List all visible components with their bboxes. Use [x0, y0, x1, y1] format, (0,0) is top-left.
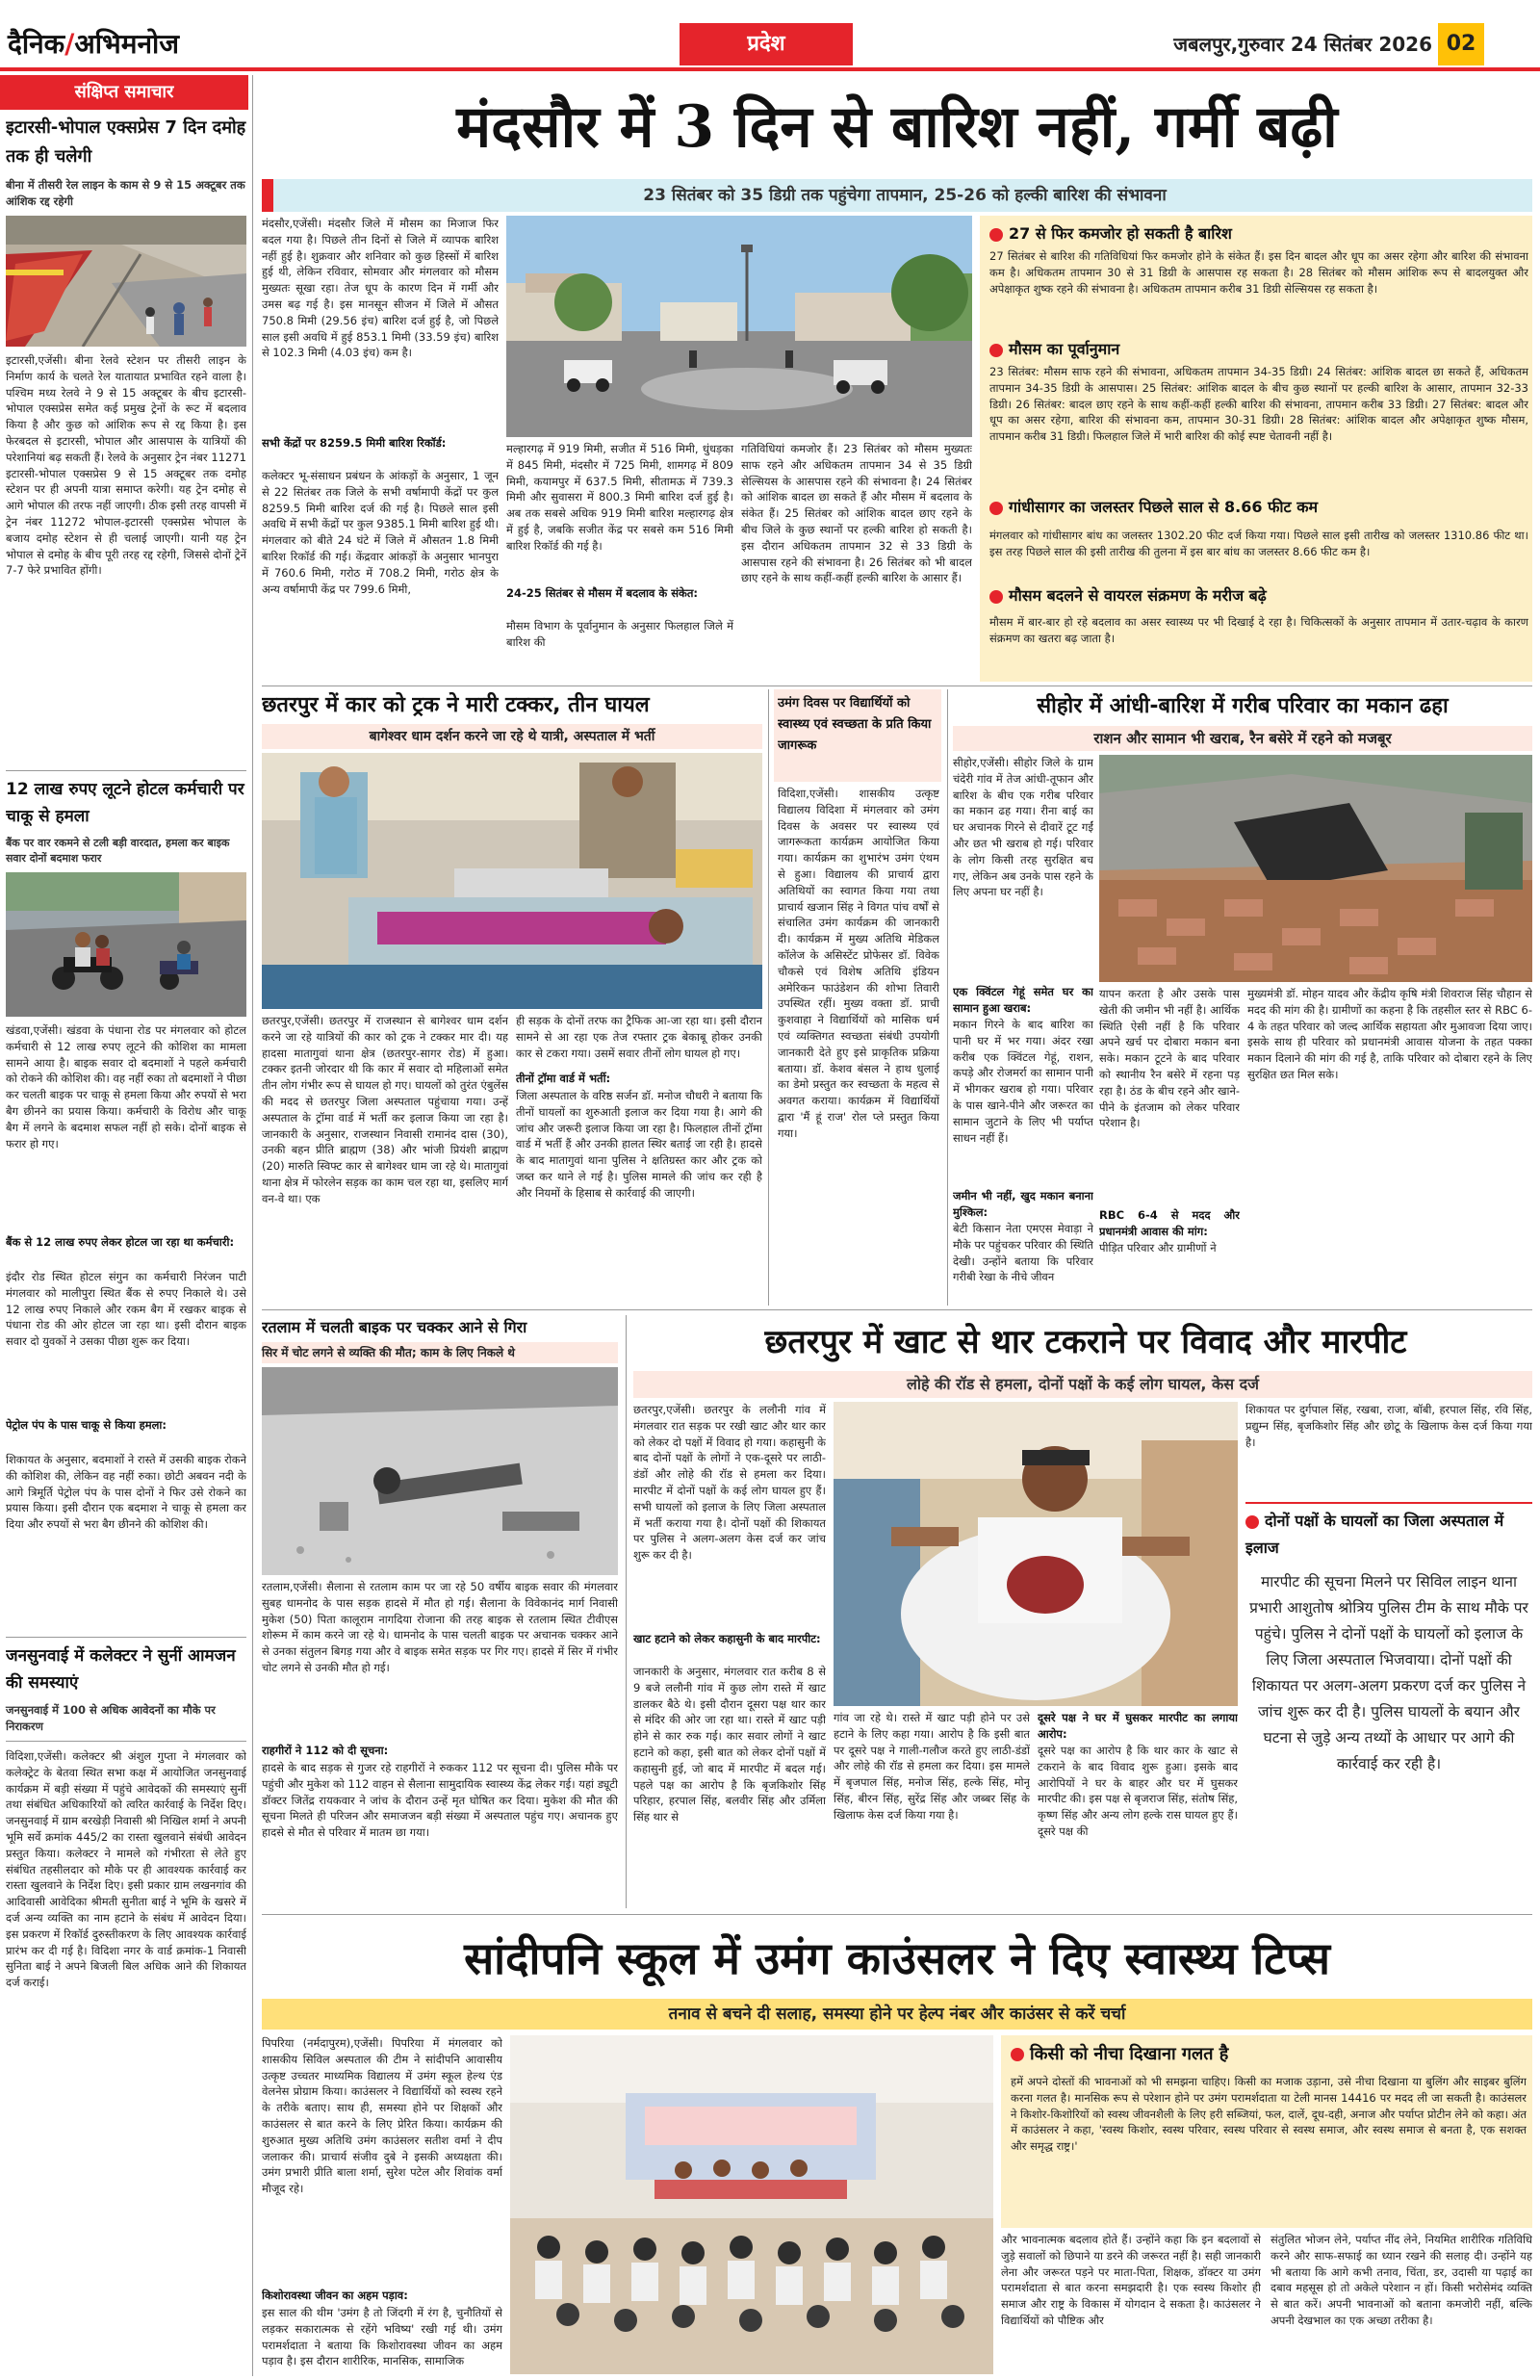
hospital-accident-photo: [262, 753, 762, 1009]
chhatarpur1-headline[interactable]: छतरपुर में कार को ट्रक ने मारी टक्कर, तीन घायल: [262, 693, 650, 717]
sandipani-col1b: इस साल की थीम 'उमंग है तो जिंदगी में रंग है, चुनौतियों से लड़कर सकारात्मक से रहेंगे भविष्य' रखी गई थी। उमंग परामर्शदाता ने बताया कि किशोरावस्था जीवन का अहम पड़ाव है। इस दौरान शारीरिक, मानसिक, सामाजिक: [262, 2306, 502, 2368]
sidebar-box1-heading: [989, 223, 1528, 245]
train-station-photo: [6, 216, 246, 347]
sehore-crosshead2: जमीन भी नहीं, खुद मकान बनाना मुश्किल:: [953, 1189, 1093, 1219]
chhatarpur2-box-heading-text: दोनों पक्षों के घायलों का जिला अस्पताल में इलाज: [1245, 1512, 1504, 1557]
page-number: 02: [1438, 23, 1484, 65]
vidisha-headline[interactable]: उमंग दिवस पर विद्यार्थियों को स्वास्थ्य एवं स्वच्छता के प्रति किया जागरूक: [778, 696, 932, 753]
vidisha-body: विदिशा,एजेंसी। शासकीय उत्कृष्ट विद्यालय विदिशा में मंगलवार को उमंग दिवस के अवसर पर स्वास्थ्य एवं जागरूकता कार्यक्रम आयोजित किया गया। कार्यक्रम का शुभारंभ उमंग एंथम से हुआ। विद्यालय की प्राचार्य द्वारा अतिथियों का स्वागत किया गया तथा प्राचार्य खजान सिंह ने विगत पांच वर्षों से संचालित उमंग कार्यक्रम की जानकारी दी। कार्यक्रम में मुख्य अतिथि मेडिकल कॉलेज के असिस्टेंट प्रोफेसर डॉ. विवेक चौकसे एवं विशेष अतिथि इंडियन अमेरिकन फाउंडेशन की शोभा तिवारी उपस्थित रहीं। मुख्य वक्ता डॉ. प्राची कुशवाहा ने विद्यार्थियों को मासिक धर्म एवं व्यक्तिगत स्वच्छता संबंधी उपयोगी जानकारी देते हुए इसे प्राकृतिक प्रक्रिया बताया। डॉ. केशव बंसल ने हाथ धुलाई का डेमो प्रस्तुत कर स्वच्छता के महत्व से अवगत कराया। कार्यक्रम में विद्यार्थियों द्वारा 'मैं हूं राज' रोल प्ले प्रस्तुत किया गया।: [778, 787, 939, 1140]
chhatarpur1-col1: छतरपुर,एजेंसी। छतरपुर में राजस्थान से बागेश्वर धाम दर्शन करने जा रहे यात्रियों की कार को ट्रक ने टक्कर मार दी। यह हादसा मातागुवां थाना क्षेत्र (छतरपुर-सागर रोड) में हुआ। टक्कर इतनी जोरदार थी कि कार में सवार दो महिलाओं समेत तीन लोग गंभीर रूप से घायल हो गए। घायलों को तुरंत एंबुलेंस की मदद से छतरपुर जिला अस्पताल पहुंचाया गया। उन्हें अस्पताल के ट्रॉमा वार्ड में भर्ती कर इलाज किया जा रहा है। जानकारी के अनुसार, राजस्थान निवासी रामानंद दास (30), उनकी बहन प्रीति ब्राह्मण (38) और भांजी प्रियंशी ब्राह्मण (20) मारुति स्विफ्ट कार से बागेश्वर धाम जा रहे थे। मातागुवां थाना क्षेत्र में फोरलेन सड़क का काम चल रहा था, इसलिए मार्ग वन-वे था। एक: [262, 1014, 508, 1205]
brief-story1-body: इटारसी,एजेंसी। बीना रेलवे स्टेशन पर तीसरी लाइन के निर्माण कार्य के चलते रेल यातायात प्रभावित रहने वाला है। पश्चिम मध्य रेलवे ने 9 से 15 अक्टूबर के बीच इटारसी-भोपाल एक्सप्रेस समेत कई प्रमुख ट्रेनों के रूट में बदलाव किया है और कुछ को आंशिक रूप से रद्द किया है। इस फेरबदल से इटारसी, भोपाल और आसपास के यात्रियों की परेशानियां बढ़ सकती हैं। रेलवे के अनुसार ट्रेन नंबर 11271 इटारसी-भोपाल एक्सप्रेस 9 से 15 अक्टूबर तक दमोह स्टेशन पर ही अपनी यात्रा समाप्त करेगी। यह ट्रेन दमोह से आगे भोपाल की तरफ नहीं जाएगी। ठीक इसी तरह वापसी में ट्रेन नंबर 11272 भोपाल-इटारसी एक्सप्रेस भोपाल के बजाय दमोह स्टेशन से ही चलाई जाएगी। यानी यह ट्रेन भोपाल से दमोह के बीच पूरी तरह रद्द रहेगी, जिससे दोनों ट्रेनें 7-7 फेरे प्रभावित होंगी।: [6, 353, 246, 578]
logo-part-1: दैनिक: [8, 28, 65, 60]
chhatarpur2-crosshead1: खाट हटाने को लेकर कहासुनी के बाद मारपीट:: [633, 1632, 821, 1645]
column-divider: [768, 689, 769, 1306]
section-divider: [262, 1309, 1532, 1310]
sidebar-box3-heading-text: गांधीसागर का जलस्तर पिछले साल से 8.66 फीट कम: [1009, 498, 1319, 516]
section-divider: [262, 1914, 1532, 1915]
chhatarpur1-subhead: बागेश्वर धाम दर्शन करने जा रहे थे यात्री, अस्पताल में भर्ती: [262, 724, 762, 749]
red-bullet-icon: [989, 228, 1003, 242]
chhatarpur1-col2b: जिला अस्पताल के वरिष्ठ सर्जन डॉ. मनोज चौधरी ने बताया कि तीनों घायलों का शुरुआती इलाज कर दिया गया है। आगे की जांच और जरूरी इलाज किया जा रहा है। फिलहाल तीनों ट्रॉमा वार्ड में भर्ती हैं और उनकी हालत स्थिर बताई जा रही है। हादसे के बाद मातागुवां थाना पुलिस ने क्षतिग्रस्त कार और ट्रक को जब्त कर थाने ले गई है। पुलिस मामले की जांच कर रही है और नियमों के हिसाब से कार्रवाई की जाएगी।: [516, 1089, 762, 1200]
sehore-col1b: मकान गिरने के बाद बारिश का पानी घर में भर गया। अंदर रखा करीब एक क्विंटल गेहूं, राशन, कपड़े और रोजमर्रा का सामान पानी में भीगकर खराब हो गया। परिवार के पास खाने-पीने और जरूरत का सामान जुटाने के लिए भी पर्याप्त साधन नहीं हैं।: [953, 1018, 1093, 1145]
ratlam-subhead: सिर में चोट लगने से व्यक्ति की मौत; काम के लिए निकले थे: [262, 1342, 618, 1363]
sandipani-col1: पिपरिया (नर्मदापुरम),एजेंसी। पिपरिया में मंगलवार को शासकीय सिविल अस्पताल की टीम ने सांदीपनि आवासीय उत्कृष्ट उच्चतर माध्यमिक विद्यालय में उमंग स्कूल हेल्थ एंड वेलनेस प्रोग्राम किया। काउंसलर ने विद्यार्थियों को स्वस्थ रहने के तरीके बताए। साथ ही, समस्या होने पर शिक्षकों और काउंसलर से बात करने के लिए प्रेरित किया। कार्यक्रम की शुरुआत मुख्य अतिथि उमंग काउंसलर सतीश वर्मा ने दीप जलाकर की। प्राचार्य संजीव दुबे ने इसकी अध्यक्षता की। उमंग प्रभारी प्रीति बाला शर्मा, सुरेश पटेल और शिवांक वर्मा मौजूद रहे।: [262, 2036, 502, 2196]
lead-subhead-accent: [262, 179, 273, 212]
ratlam-body2: हादसे के बाद सड़क से गुजर रहे राहगीरों ने रुककर 112 पर सूचना दी। पुलिस मौके पर पहुंची और मुकेश को 112 वाहन से सैलाना सामुदायिक स्वास्थ्य केंद्र लेकर गई। यहां ड्यूटी डॉक्टर जितेंद्र रायकवार ने जांच के दौरान उन्हें मृत घोषित कर दिया। मुकेश की मौत की सूचना मिलते ही परिजन और समाजजन बड़ी संख्या में अस्पताल पहुंच गए। अचानक हुए हादसे से मौत से परिवार में मातम छा गया।: [262, 1761, 618, 1840]
column-divider: [947, 689, 948, 1306]
brief-story2-body3: शिकायत के अनुसार, बदमाशों ने रास्ते में उसकी बाइक रोकने की कोशिश की, लेकिन वह नहीं रुका। छोटी अबवन नदी के आगे त्रिमूर्ति पेट्रोल पंप के पास दोनों ने फिर उसे रोकने का प्रयास किया। इसी दौरान एक बदमाश ने चाकू से हमला कर दिया और रुपयों से भरा बैग छीनने की कोशिश की।: [6, 1453, 246, 1532]
chhatarpur2-box-body: मारपीट की सूचना मिलने पर सिविल लाइन थाना प्रभारी आशुतोष श्रोत्रिय पुलिस टीम के साथ मौके पर पहुंचे। पुलिस ने दोनों पक्षों के घायलों को इलाज के लिए जिला अस्पताल भिजवाया। दोनों पक्षों की शिकायत पर अलग-अलग प्रकरण दर्ज कर पुलिस ने जांच शुरू कर दी है। पुलिस घायलों के बयान और घटना से जुड़े अन्य तथ्यों के आधार पर आगे की कार्रवाई कर रही है।: [1249, 1573, 1528, 1772]
brief-story2-crosshead1: बैंक से 12 लाख रुपए लेकर होटल जा रहा था कर्मचारी:: [6, 1235, 235, 1249]
chhatarpur1-crosshead: तीनों ट्रॉमा वार्ड में भर्ती:: [516, 1072, 611, 1085]
sidebar-box1-body: 27 सितंबर से बारिश की गतिविधियां फिर कमजोर होने के संकेत हैं। इस दिन बादल और धूप का असर रहेगा और बारिश की संभावना कम है। अधिकतम तापमान 30 से 31 डिग्री के आसपास रह सकता है। 28 सितंबर को मौसम आंशिक रूप से बादलयुक्त और अपेक्षाकृत शुष्क रहने की संभावना है। अधिकतम तापमान करीब 31 डिग्री सेल्सियस रह सकता है।: [989, 249, 1528, 296]
injured-man-photo: [834, 1402, 1238, 1706]
chhatarpur1-col2: ही सड़क के दोनों तरफ का ट्रैफिक आ-जा रहा था। इसी दौरान सामने से आ रहा एक तेज रफ्तार ट्रक बेकाबू होकर उनकी कार से टकरा गया। उसमें सवार तीनों लोग घायल हो गए।: [516, 1014, 762, 1060]
accident-scene-photo: [262, 1367, 618, 1575]
brief-story1-headline[interactable]: इटारसी-भोपाल एक्सप्रेस 7 दिन दमोह तक ही चलेगी: [6, 117, 246, 167]
section-label: प्रदेश: [680, 23, 853, 65]
brief-story2-subhead: बैंक पर वार रकमने से टली बड़ी वारदात, हमला कर बाइक सवार दोनों बदमाश फरार: [6, 837, 230, 865]
brief-story1-subhead: बीना में तीसरी रेल लाइन के काम से 9 से 15 अक्टूबर तक आंशिक रद्द रहेगी: [6, 178, 245, 208]
school-event-photo: [510, 2035, 993, 2374]
red-bullet-icon: [989, 502, 1003, 515]
sidebar-box1-heading-text: 27 से फिर कमजोर हो सकती है बारिश: [1009, 224, 1232, 243]
sandipani-crosshead: किशोरावस्था जीवन का अहम पड़ाव:: [262, 2289, 408, 2302]
lead-col2b: मौसम विभाग के पूर्वानुमान के अनुसार फिलहाल जिले में बारिश की: [506, 619, 733, 649]
sehore-col3: मुख्यमंत्री डॉ. मोहन यादव और केंद्रीय कृषि मंत्री शिवराज सिंह चौहान से मदद की मांग की है। ग्रामीणों का कहना है कि तहसील स्तर से RBC 6-4 के तहत परिवार को जल्द आर्थिक सहायता और मुआवजा दिया जाए। इसके साथ ही परिवार को प्रधानमंत्री आवास योजना के तहत पक्का मकान दिलाने की मांग की गई है, ताकि परिवार को दोबारा रहने के लिए सुरक्षित छत मिल सके।: [1247, 987, 1532, 1081]
brief-story3-body: विदिशा,एजेंसी। कलेक्टर श्री अंशुल गुप्ता ने मंगलवार को कलेक्ट्रेट के बेतवा स्थित सभा कक्ष में आयोजित जनसुनवाई कार्यक्रम में बड़ी संख्या में पहुंचे आवेदकों की समस्याएं सुनीं तथा संबंधित अधिकारियों को त्वरित कार्रवाई के निर्देश दिए। जनसुनवाई में ग्राम बरखेड़ी निवासी श्री निखिल शर्मा ने अपनी भूमि सर्वे क्रमांक 445/2 का रास्ता खुलवाने संबंधी आवेदन प्रस्तुत किया। कलेक्टर ने मामले को गंभीरता से लेते हुए संबंधित तहसीलदार को मौके पर ही आवश्यक कार्रवाई कर रास्ता खुलवाने के निर्देश दिए। इसी प्रकार ग्राम लखनगांव की आदिवासी आवेदिका श्रीमती सुनीता बाई ने भूमि के खसरे में दर्ज अन्य व्यक्ति का नाम हटाने के संबंध में आवेदन दिया। इस प्रकरण में रिकॉर्ड दुरुस्तीकरण के लिए आवश्यक कार्रवाई प्रारंभ कर दी गई है। विदिशा नगर के वार्ड क्रमांक-1 निवासी सुनिता बाई ने अपने बिजली बिल अधिक आने की शिकायत दर्ज कराई।: [6, 1749, 246, 1990]
sidebar-box4-heading-text: मौसम बदलने से वायरल संक्रमण के मरीज बढ़े: [1009, 586, 1267, 605]
sehore-crosshead1: एक क्विंटल गेहूं समेत घर का सामान हुआ खराब:: [953, 985, 1093, 1015]
brief-column-heading: संक्षिप्त समाचार: [0, 75, 248, 110]
brief-divider: [6, 1637, 246, 1638]
chhatarpur2-crosshead2: दूसरे पक्ष ने घर में घुसकर मारपीट का लगाया आरोप:: [1038, 1711, 1238, 1741]
lead-col2-crosshead: 24-25 सितंबर से मौसम में बदलाव के संकेत:: [506, 586, 698, 600]
newspaper-logo[interactable]: [8, 25, 239, 64]
sehore-col1: सीहोर,एजेंसी। सीहोर जिले के ग्राम चंदेरी गांव में तेज आंधी-तूफान और बारिश के बीच एक गरीब परिवार का मकान ढह गया। रीना बाई का घर अचानक गिरने से दीवारें टूट गईं और छत भी खराब हो गई। परिवार के लोग किसी तरह सुरक्षित बच गए, लेकिन अब उनके पास रहने के लिए अपना घर नहीं है।: [953, 756, 1093, 899]
ratlam-headline[interactable]: रतलाम में चलती बाइक पर चक्कर आने से गिरा: [262, 1318, 527, 1336]
sandipani-box-heading: [1011, 2041, 1527, 2068]
lead-subhead: 23 सितंबर को 35 डिग्री तक पहुंचेगा तापमान, 25-26 को हल्की बारिश की संभावना: [643, 186, 1167, 205]
red-bullet-icon: [989, 590, 1003, 604]
chhatarpur2-col1b: जानकारी के अनुसार, मंगलवार रात करीब 8 से 9 बजे ललौनी गांव में कुछ लोग रास्ते में खाट डालकर बैठे थे। इसी दौरान दूसरा पक्ष थार कार से मंदिर की ओर जा रहा था। रास्ते में खाट पड़ी होने से कार रुक गई। कार सवार लोगों ने खाट हटाने को कहा, इसी बात को लेकर दोनों पक्षों में कहासुनी हुई, जो बाद में मारपीट में बदल गई। पहले पक्ष का आरोप है कि बृजकिशोर सिंह परिहार, हरपाल सिंह, बलवीर सिंह और उर्मिला सिंह थार से: [633, 1665, 826, 1824]
brief-story3-subhead: जनसुनवाई में 100 से अधिक आवेदनों का मौके पर निराकरण: [6, 1703, 216, 1733]
sandipani-box-body: हमें अपने दोस्तों की भावनाओं को भी समझना चाहिए। किसी का मजाक उड़ाना, उसे नीचा दिखाना या बुलिंग और साइबर बुलिंग करना गलत है। मानसिक रूप से परेशान होने पर उमंग परामर्शदाता या टेली मानस 14416 पर मदद ली जा सकती है। काउंसलर ने किशोर-किशोरियों को स्वस्थ जीवनशैली के लिए हरी सब्जियां, फल, दालें, दूध-दही, अनाज और पर्याप्त प्रोटीन लेने को कहा। अंत में काउंसलर ने कहा, 'स्वस्थ किशोर, स्वस्थ परिवार, स्वस्थ परिवार से स्वस्थ समाज, और स्वस्थ समाज से बनता है, एक सशक्त और समृद्ध राष्ट्र।': [1011, 2075, 1527, 2154]
logo-part-2: अभिमनोज: [74, 28, 180, 60]
road-traffic-photo: [6, 872, 246, 1017]
brief-story3-headline[interactable]: जनसुनवाई में कलेक्टर ने सुनीं आमजन की समस्याएं: [6, 1646, 236, 1693]
chhatarpur2-col1: छतरपुर,एजेंसी। छतरपुर के ललौनी गांव में मंगलवार रात सड़क पर रखी खाट और थार कार को लेकर दो पक्षों में विवाद हो गया। कहासुनी के बाद दोनों पक्षों के लोगों ने एक-दूसरे पर लाठी-डंडों और लोहे की रॉड से हमला कर दिया। मारपीट में दोनों पक्षों के कई लोग घायल हुए हैं। सभी घायलों को इलाज के लिए जिला अस्पताल में भर्ती कराया गया है। दोनों पक्षों की शिकायत पर पुलिस ने अलग-अलग केस दर्ज कर जांच शुरू कर दी है।: [633, 1403, 826, 1563]
sehore-col1c: बेटी किसान नेता एमएस मेवाड़ा ने मौके पर पहुंचकर परिवार की स्थिति देखी। उन्होंने बताया कि परिवार गरीबी रेखा के नीचे जीवन: [953, 1222, 1093, 1284]
lead-col3: गतिविधियां कमजोर हैं। 23 सितंबर को मौसम मुख्यतः साफ रहने और अधिकतम तापमान 34 से 35 डिग्री सेल्सियस के आसपास रहने की संभावना है। 24 सितंबर को आंशिक बादल छा सकते हैं और मौसम में बदलाव के संकेत हैं। 25 सितंबर को आंशिक बादल छाए रहने के बीच जिले के कुछ स्थानों पर हल्की बारिश हो सकती है। इस दौरान अधिकतम तापमान 32 से 33 डिग्री के आसपास रहने की संभावना है। 26 सितंबर को भी बादल छाए रहने के साथ कहीं-कहीं हल्की बारिश के आसार हैं।: [741, 442, 972, 585]
sehore-subhead: राशन और सामान भी खराब, रैन बसेरे में रहने को मजबूर: [953, 726, 1532, 751]
brief-story2-body: खंडवा,एजेंसी। खंडवा के पंधाना रोड पर मंगलवार को होटल कर्मचारी से 12 लाख रुपए लूटने की कोशिश का मामला सामने आया है। बाइक सवार दो बदमाशों ने पहले कर्मचारी को रोकने की कोशिश की। वह नहीं रुका तो बदमाशों ने पीछा कर चलती बाइक पर चाकू से हमला किया और रुपयों से भरा बैग छीनने का प्रयास किया। कर्मचारी के विरोध और चाकू बैग में लगने के बदमाश सफल नहीं हो सके। दोनों बाइक से फरार हो गए।: [6, 1023, 246, 1151]
chhatarpur2-col3: दूसरे पक्ष का आरोप है कि थार कार के खाट से टकराने के बाद विवाद शुरू हुआ। इसके बाद आरोपियों ने घर के बाहर और घर में घुसकर मारपीट की। इस पक्ष से बृजराज सिंह, संतोष सिंह, कृष्ण सिंह और अन्य लोग हल्के रास घायल हुए हैं। दूसरे पक्ष की: [1038, 1744, 1238, 1838]
sidebar-box2-heading: [989, 339, 1528, 360]
dateline: जबलपुर,गुरुवार 24 सितंबर 2026: [1173, 33, 1432, 56]
column-divider: [252, 75, 253, 2376]
column-divider: [626, 1315, 627, 1908]
sidebar-box2-body: 23 सितंबर: मौसम साफ रहने की संभावना, अधिकतम तापमान 34-35 डिग्री। 24 सितंबर: आंशिक बादल छा सकते हैं, अधिकतम तापमान 34-35 डिग्री के आसपास। 25 सितंबर: आंशिक बादल के बीच कुछ स्थानों पर हल्की बारिश के आसार, तापमान 32-33 डिग्री। 26 सितंबर: बादल छाए रहने के साथ कहीं-कहीं हल्की बारिश की संभावना, तापमान करीब 33 डिग्री। 27 सितंबर: बादल और धूप का असर रहेगा, बारिश की संभावना कम, तापमान 30-31 डिग्री। 28 सितंबर: आंशिक बादल और अपेक्षाकृत शुष्क मौसम, तापमान करीब 31 डिग्री। फिलहाल जिले में भारी बारिश की कोई स्पष्ट चेतावनी नहीं है।: [989, 365, 1528, 444]
ratlam-crosshead: राहगीरों ने 112 को दी सूचना:: [262, 1744, 389, 1757]
collapsed-house-photo: [1099, 755, 1532, 982]
masthead-rule: [0, 67, 1540, 71]
brief-story2-body2: इंदौर रोड स्थित होटल संगुन का कर्मचारी निरंजन पाटी मंगलवार को मालीपुरा स्थित बैंक से रुपए निकाले थे। उसे 12 लाख रुपए निकाले और रकम बैग में रखकर बाइक से पंधाना रोड की ओर होटल जा रहा था। इसी दौरान बाइक सवार दो युवकों ने उसका पीछा शुरू कर दिया।: [6, 1270, 246, 1349]
sandipani-col3: और भावनात्मक बदलाव होते हैं। उन्होंने कहा कि इन बदलावों से जुड़े सवालों को छिपाने या डरने की जरूरत नहीं है। सही जानकारी लेना और जरूरत पड़ने पर माता-पिता, शिक्षक, डॉक्टर या उमंग परामर्शदाता से बात करना समझदारी है। एक स्वस्थ किशोर ही समाज और राष्ट्र के विकास में योगदान दे सकता है। काउंसलर ने विद्यार्थियों को पौष्टिक और: [1001, 2233, 1261, 2327]
sehore-col2: यापन करता है और उसके पास खेती की जमीन भी नहीं है। आर्थिक स्थिति ऐसी नहीं है कि परिवार अपने खर्च पर दोबारा मकान बना सके। मकान टूटने के बाद परिवार को स्थानीय रैन बसेरे में रहना पड़ रहा है। ठंड के बीच रहने और खाने-पीने के इंतजाम को लेकर परिवार परेशान है।: [1099, 987, 1240, 1130]
mandsaur-street-photo: [506, 216, 972, 437]
sidebar-box4-heading: [989, 585, 1528, 607]
sidebar-box4-body: मौसम में बार-बार हो रहे बदलाव का असर स्वास्थ्य पर भी दिखाई दे रहा है। चिकित्सकों के अनुसार तापमान में उतार-चढ़ाव के कारण संक्रमण का खतरा बढ़ जाता है।: [989, 615, 1528, 645]
brief-story2-headline[interactable]: 12 लाख रुपए लूटने होटल कर्मचारी पर चाकू से हमला: [6, 780, 244, 826]
chhatarpur2-subhead: लोहे की रॉड से हमला, दोनों पक्षों के कई लोग घायल, केस दर्ज: [633, 1371, 1532, 1398]
brief-divider: [6, 770, 246, 771]
brief-story2-crosshead2: पेट्रोल पंप के पास चाकू से किया हमला:: [6, 1418, 167, 1432]
ratlam-body: रतलाम,एजेंसी। सैलाना से रतलाम काम पर जा रहे 50 वर्षीय बाइक सवार की मंगलवार सुबह धामनोद के पास सड़क हादसे में मौत हो गई। सैलाना के विवेकानंद मार्ग निवासी मुकेश (50) पिता कालूराम नागदिया रोजाना की तरह बाइक से रतलाम स्थित टीवीएस शोरूम में काम करने जा रहे थे। धामनोद के पास चलती बाइक पर अचानक चक्कर आने से उनका संतुलन बिगड़ गया और वे बाइक समेत सड़क पर गिर गए। हादसे में सिर में गंभीर चोट लगने से उनकी मौत हो गई।: [262, 1580, 618, 1674]
chhatarpur2-box-heading: [1245, 1508, 1532, 1565]
logo-slash: /: [64, 28, 75, 60]
sidebar-box3-body: मंगलवार को गांधीसागर बांध का जलस्तर 1302.20 फीट दर्ज किया गया। पिछले साल इसी तारीख को जलस्तर 1310.86 फीट था। इस तरह पिछले साल की इसी तारीख की तुलना में इस बार बांध का जलस्तर 8.66 फीट कम है।: [989, 529, 1528, 558]
red-bullet-icon: [989, 344, 1003, 357]
lead-col1-crosshead: सभी केंद्रों पर 8259.5 मिमी बारिश रिकॉर्ड:: [262, 436, 447, 450]
brief-divider: [6, 1741, 246, 1742]
chhatarpur2-headline[interactable]: छतरपुर में खाट से थार टकराने पर विवाद और मारपीट: [764, 1323, 1407, 1361]
sandipani-box-heading-text: किसी को नीचा दिखाना गलत है: [1030, 2044, 1229, 2064]
sandipani-col4: संतुलित भोजन लेने, पर्याप्त नींद लेने, नियमित शारीरिक गतिविधि करने और साफ-सफाई का ध्यान रखने की सलाह दी। उन्होंने यह भी बताया कि आगे कभी तनाव, चिंता, डर, उदासी या पढ़ाई का दबाव महसूस हो तो अकेले परेशान न हों। किसी भरोसेमंद व्यक्ति से बात करें। अपनी भावनाओं को बताना कमजोरी नहीं, बल्कि अपनी देखभाल का एक अच्छा तरीका है।: [1270, 2233, 1532, 2327]
lead-col1b: कलेक्टर भू-संसाधन प्रबंधन के आंकड़ों के अनुसार, 1 जून से 22 सितंबर तक जिले के सभी वर्षामापी केंद्रों पर कुल 8259.5 मिमी बारिश दर्ज की गई है। पिछले साल इसी अवधि में सभी केंद्रों पर कुल 9385.1 मिमी बारिश हुई थी। मंगलवार को बीते 24 घंटे में जिले में औसतन 1.8 मिमी बारिश रिकॉर्ड की गई। केंद्रवार आंकड़ों के अनुसार भानपुरा में 760.6 मिमी, गरोठ में 708.2 मिमी, गरोठ क्षेत्र के अन्य वर्षामापी केंद्र पर 799.6 मिमी,: [262, 469, 499, 596]
sehore-crosshead3: RBC 6-4 से मदद और प्रधानमंत्री आवास की मांग:: [1099, 1208, 1240, 1238]
lead-col2: मल्हारगढ़ में 919 मिमी, सजीत में 516 मिमी, धुंधड़का में 845 मिमी, मंदसौर में 725 मिमी, शामगढ़ में 809 मिमी, कयामपुर में 637.5 मिमी, सीतामऊ में 739.3 मिमी और सुवासरा में 800.3 मिमी बारिश दर्ज हुई है। अब तक सबसे अधिक 919 मिमी बारिश मल्हारगढ़ क्षेत्र में हुई है, जबकि सजीत केंद्र पर सबसे कम 516 मिमी बारिश रिकॉर्ड की गई है।: [506, 442, 733, 553]
sidebar-box3-heading: [989, 497, 1528, 518]
chhatarpur2-col4: शिकायत पर दुर्गपाल सिंह, रखबा, राजा, बॉबी, हरपाल सिंह, रवि सिंह, प्रद्युम्न सिंह, बृजकिशोर सिंह और छोटू के खिलाफ केस दर्ज किया गया है।: [1245, 1403, 1532, 1449]
chhatarpur2-col2: गांव जा रहे थे। रास्ते में खाट पड़ी होने पर उसे हटाने के लिए कहा गया। आरोप है कि इसी बात पर दूसरे पक्ष ने गाली-गलौज करते हुए लाठी-डंडों और लोहे की रॉड से हमला कर दिया। इस मामले में बृजपाल सिंह, मनोज सिंह, हल्के सिंह, मोनू सिंह, बीरन सिंह, सुरेंद्र सिंह और जब्बर सिंह के खिलाफ केस दर्ज किया गया है।: [834, 1711, 1030, 1822]
red-bullet-icon: [1011, 2048, 1024, 2061]
lead-headline[interactable]: मंदसौर में 3 दिन से बारिश नहीं, गर्मी बढ़ी: [456, 93, 1338, 161]
sidebar-box2-heading-text: मौसम का पूर्वानुमान: [1009, 340, 1120, 358]
sehore-headline[interactable]: सीहोर में आंधी-बारिश में गरीब परिवार का मकान ढहा: [1037, 694, 1449, 718]
red-bullet-icon: [1245, 1515, 1259, 1529]
sehore-col2b: पीड़ित परिवार और ग्रामीणों ने: [1099, 1241, 1217, 1255]
box-rule: [1245, 1502, 1532, 1504]
sandipani-headline[interactable]: सांदीपनि स्कूल में उमंग काउंसलर ने दिए स्वास्थ्य टिप्स: [464, 1932, 1330, 1984]
sandipani-subhead: तनाव से बचने दी सलाह, समस्या होने पर हेल्प नंबर और काउंसर से करें चर्चा: [668, 2005, 1126, 2024]
lead-col1: मंदसौर,एजेंसी। मंदसौर जिले में मौसम का मिजाज फिर बदल गया है। पिछले तीन दिनों से जिले में व्यापक बारिश नहीं हुई है। शुक्रवार और शनिवार को कुछ हिस्सों में बारिश हुई थी, लेकिन रविवार, सोमवार और मंगलवार को मौसम मुख्यतः सूखा रहा। तेज धूप के कारण दिन में गर्मी और उमस बढ़ गई है। इस मानसून सीजन में जिले में औसत 750.8 मिमी (29.56 इंच) बारिश दर्ज हुई है, जो पिछले साल इसी अवधि में हुई 853.1 मिमी (33.59 इंच) बारिश से 102.3 मिमी (4.03 इंच) कम है।: [262, 217, 499, 360]
